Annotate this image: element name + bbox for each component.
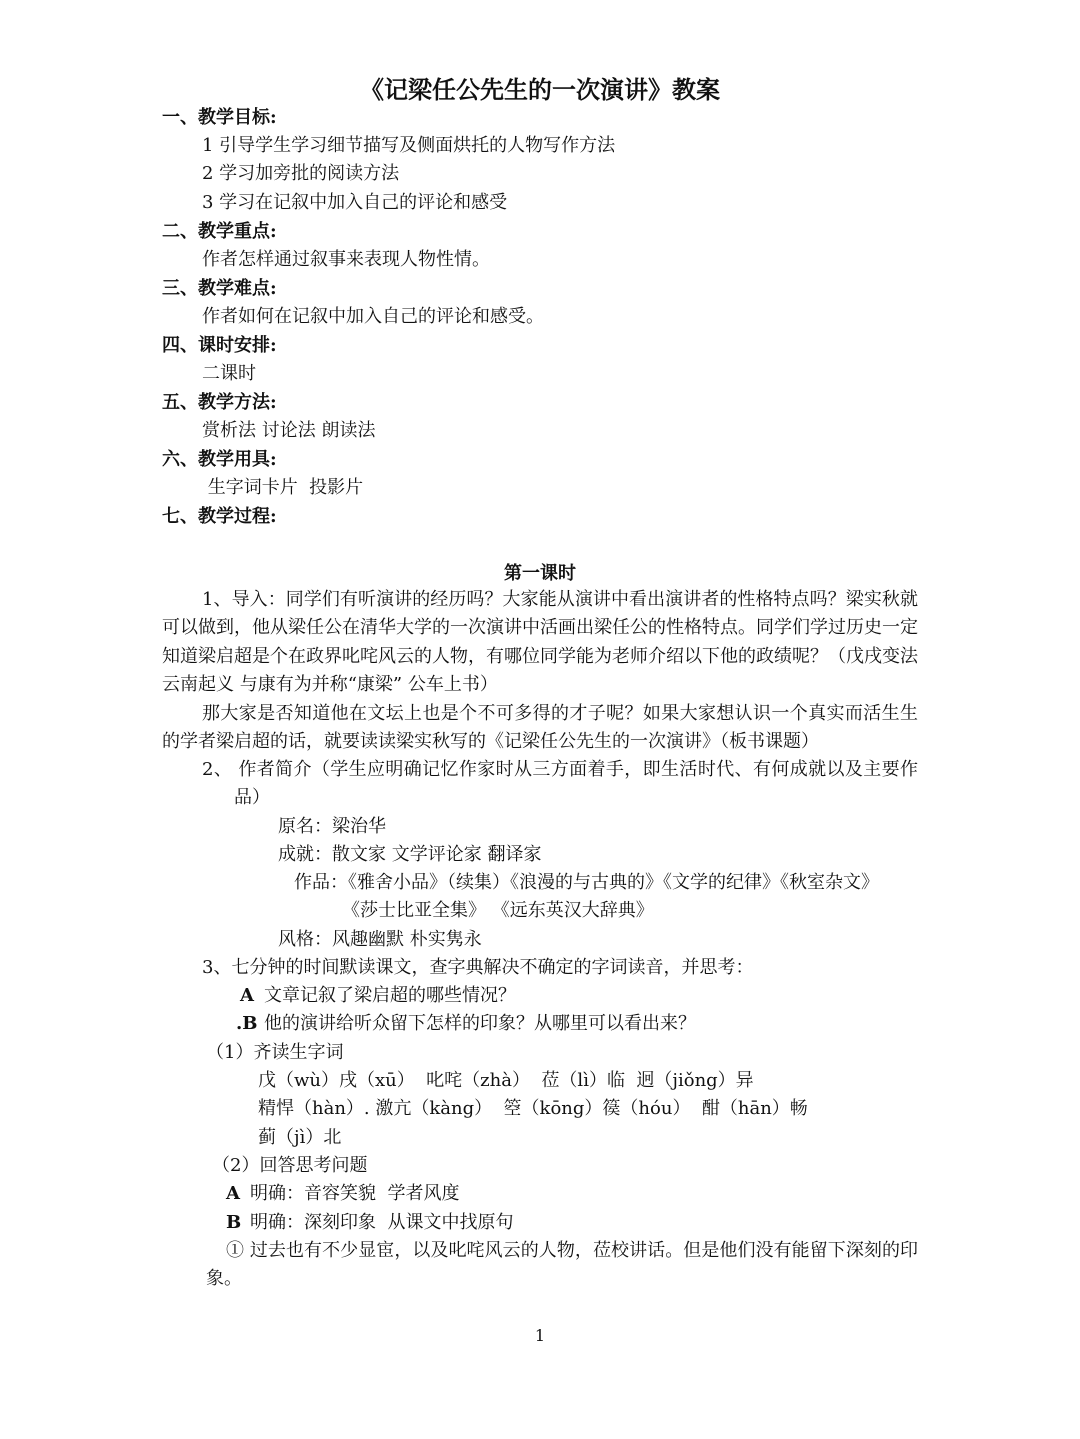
section-heading-key-points: 二、教学重点: [162,221,277,242]
author-intro-paragraph: 2、 作者简介（学生应明确记忆作家时从三方面着手，即生活时代、有何成就以及主要作品） [202,759,918,809]
tools-line: 生字词卡片 投影片 [202,477,364,498]
question-b-letter: .B [236,1013,258,1034]
reading-task: 3、七分钟的时间默读课文，查字典解决不确定的字词读音，并思考： [202,957,754,978]
vocabulary-line: 戊（wù）戌（xū） 叱咤（zhà） 莅（lì）临 迥（jiǒng）异 [258,1070,754,1091]
author-works: 作品：《雅舍小品》（续集）《浪漫的与古典的》《文学的纪律》《秋室杂文》 [294,872,879,893]
page-number: 1 [534,1326,546,1345]
question-b: 他的演讲给听众留下怎样的印象？从哪里可以看出来？ [264,1013,696,1034]
quote-paragraph: ① 过去也有不少显宦，以及叱咤风云的人物，莅校讲话。但是他们没有能留下深刻的印象。 [206,1240,918,1290]
intro-paragraph-2: 那大家是否知道他在文坛上也是个不可多得的才子呢？如果大家想认识一个真实而活生生的学者梁启超的话，就要读读梁实秋写的《记梁任公先生的一次演讲》（板书课题） [162,703,918,753]
question-a-letter: A [240,985,254,1006]
section-heading-tools: 六、教学用具: [162,449,277,470]
section-heading-methods: 五、教学方法: [162,392,277,413]
author-works-continued: 《莎士比亚全集》 《远东英汉大辞典》 [342,900,654,921]
methods-line: 赏析法 讨论法 朗读法 [202,420,376,441]
section-heading-objectives: 一、教学目标: [162,107,277,128]
answer-b: 明确：深刻印象 从课文中找原句 [250,1212,514,1233]
lesson-title: 第一课时 [504,563,576,584]
answer-b-letter: B [226,1212,242,1233]
vocabulary-line: 精悍（hàn）. 激亢（kàng） 箜（kōng）篌（hóu） 酣（hān）畅 [258,1098,808,1119]
sub-task-1: （1）齐读生字词 [206,1042,344,1063]
objective-line: 1 引导学生学习细节描写及侧面烘托的人物写作方法 [202,135,616,156]
schedule-line: 二课时 [202,363,256,384]
question-a: 文章记叙了梁启超的哪些情况？ [264,985,516,1006]
answer-a: 明确：音容笑貌 学者风度 [250,1183,460,1204]
key-point-line: 作者怎样通过叙事来表现人物性情。 [202,249,490,270]
author-style: 风格：风趣幽默 朴实隽永 [278,929,482,950]
section-heading-schedule: 四、课时安排: [162,335,277,356]
objective-line: 2 学习加旁批的阅读方法 [202,163,400,184]
objective-line: 3 学习在记叙中加入自己的评论和感受 [202,192,508,213]
document-title: 《记梁任公先生的一次演讲》教案 [360,75,720,104]
difficulty-line: 作者如何在记叙中加入自己的评论和感受。 [202,306,544,327]
section-heading-process: 七、教学过程: [162,506,277,527]
author-achievement: 成就：散文家 文学评论家 翻译家 [278,844,542,865]
author-original-name: 原名：梁治华 [278,816,386,837]
intro-paragraph: 1、导入：同学们有听演讲的经历吗？大家能从演讲中看出演讲者的性格特点吗？梁实秋就可以做到，他从梁任公在清华大学的一次演讲中活画出梁任公的性格特点。同学们学过历史一定知道梁启超是个在政界叱咤风云的人物，有哪位同学能为老师介绍以下他的政绩呢？（戊戌变法 云南起义 与康有为并称“康梁” 公车上书） [162,589,918,696]
answer-a-letter: A [226,1183,240,1204]
sub-task-2: （2）回答思考问题 [212,1155,368,1176]
section-heading-difficulties: 三、教学难点: [162,278,277,299]
vocabulary-line: 蓟（jì）北 [258,1127,342,1148]
